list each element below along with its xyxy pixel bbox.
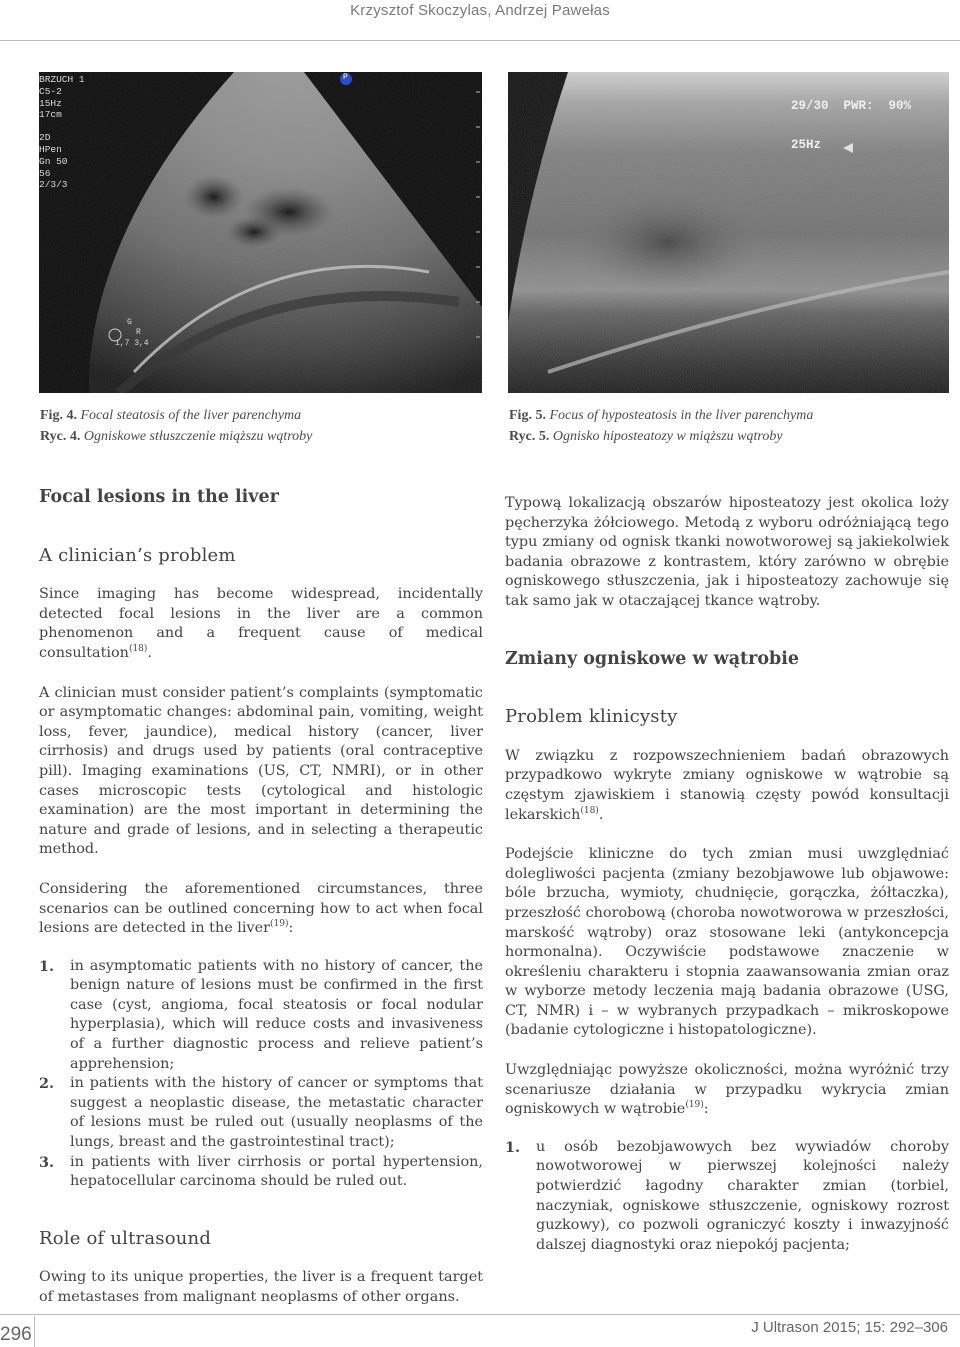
paragraph-text: Uwzględniając powyższe okoliczności, można wyróżnić trzy scenariusze działania w przypadku wykrycia zmian ogniskowych w wątrobie (505, 1062, 949, 1118)
overlay-r-label: R (136, 328, 141, 337)
section-heading: Zmiany ogniskowe w wątrobie (505, 648, 800, 669)
header-authors: Krzysztof Skoczylas, Andrzej Pawełas (350, 2, 610, 19)
list-item (39, 1153, 483, 1192)
paragraph-text: W związku z rozpowszechnieniem badań obrazowych przypadkowo wykryte zmiany ogniskowe w wątrobie są częstym zjawiskiem i stanowią częsty powód konsultacji lekarskich (505, 747, 949, 823)
list-number: 1. (39, 957, 55, 975)
paragraph: Typową lokalizacją obszarów hiposteatozy jest okolica loży pęcherzyka żółciowego. Metodą z wyboru odróżniającą tego typu zmiany od ognisk tkanki nowotworowej są jakiekolwiek badania obrazowe z kontrastem, który zarówno w obrębie ogniskowego stłuszczenia, jak i hiposteatozy zachowuje się tak samo jak w otaczającej tkance wątroby. (505, 495, 949, 609)
caption-text: Ognisko hiposteatozy w miąższu wątroby (552, 429, 783, 444)
caption-en (40, 405, 312, 426)
subsection-heading: Problem klinicysty (505, 706, 678, 728)
figure-4-ultrasound (39, 72, 482, 393)
caption-label: Fig. 5. (509, 408, 546, 423)
paragraph (505, 1061, 949, 1120)
paragraph: A clinician must consider patient’s complaints (symptomatic or asymptomatic changes: abdominal pain, vomiting, weight loss, fever, jaundice), medical history (cancer, liver cirrhosis) and drugs used by patients (oral contraceptive pill). Imaging examinations (US, CT, NMRI), or in other cases microscopic tests (cytological and histologic examination) are the most important in determining the nature and grade of lesions, and in selecting a therapeutic method. (39, 684, 483, 858)
list-number: 1. (505, 1138, 521, 1156)
overlay-line: 29/30 PWR: 90% (791, 99, 912, 113)
paragraph-text: Considering the aforementioned circumstances, three scenarios can be outlined concerning how to act when focal lesions are detected in the liver (39, 880, 483, 937)
caption-label: Ryc. 5. (509, 429, 550, 444)
list-item-text: u osób bezobjawowych bez wywiadów choroby nowotworowej w pierwszej kolejności należy potwierdzić łagodny charakter zmian (torbiel, naczyniak, ogniskowe stłuszczenie, ogniskowy rozrost guzkowy), co pozwoli ograniczyć koszty i inwazyjność dalszej diagnostyki oraz niepokój pacjenta; (536, 1138, 949, 1253)
overlay-p-badge: P (343, 73, 348, 82)
subsection-heading: A clinician’s problem (39, 544, 236, 566)
figure-4-ultrasound-image (39, 72, 482, 393)
figure-5-settings-overlay (791, 74, 911, 178)
overlay-line: 15Hz (39, 97, 62, 109)
list-number: 3. (39, 1153, 55, 1171)
paragraph: Podejście kliniczne do tych zmian musi uwzględniać dolegliwości pacjenta (zmiany bezobjawowe lub objawowe: bóle brzucha, wymioty, chudnięcie, gorączka, żółtaczka), przeszłość chorobową (choroba nowotworowa w przeszłości, marskość wątroby) oraz stosowane leki (antykoncepcja hormonalna). Oczywiście podstawowe znaczenie w określeniu charakteru i stopnia zaawansowania zmian oraz w wyborze metody leczenia mają badania obrazowe (USG, CT, NMR) i – w wybranych przypadkach – mikroskopowe (badanie cytologiczne i histopatologiczne). (505, 846, 949, 1039)
figure-5-ultrasound (508, 72, 949, 393)
list-item-text: in asymptomatic patients with no history of cancer, the benign nature of lesions must be confirmed in the first case (cyst, angioma, focal steatosis or focal nodular hyperplasia), which will reduce costs and invasiveness of a further diagnostic process and relieve patient’s apprehension; (70, 957, 483, 1072)
journal-citation: J Ultrason 2015; 15: 292–306 (751, 1319, 948, 1336)
citation: (18) (580, 805, 599, 816)
scenario-list (505, 1138, 949, 1256)
overlay-values: 1,7 3,4 (115, 339, 149, 348)
caption-en (509, 405, 813, 426)
running-header (0, 0, 960, 41)
list-item (39, 1074, 483, 1152)
citation: (18) (128, 644, 148, 655)
caption-pl (509, 426, 813, 447)
citation: (19) (685, 1100, 704, 1111)
list-item (39, 957, 483, 1075)
list-item-text: in patients with the history of cancer or symptoms that suggest a neoplastic disease, the metastatic character of lesions must be ruled out (usually neoplasms of the lungs, breast and the gastrointestinal tract); (70, 1075, 483, 1151)
scenario-list (39, 957, 483, 1192)
paragraph (39, 880, 483, 939)
overlay-line: HPen (39, 143, 62, 155)
paragraph-text: Since imaging has become widespread, incidentally detected focal lesions in the liver are a common phenomenon and a frequent cause of medical consultation (39, 586, 483, 661)
figure-5-caption (509, 405, 813, 447)
caption-label: Fig. 4. (40, 408, 77, 423)
overlay-line: 56 (39, 167, 51, 179)
overlay-line: 17cm (39, 109, 62, 121)
overlay-line: 2/3/3 (39, 179, 68, 191)
caption-label: Ryc. 4. (40, 429, 81, 444)
subsection-heading: Role of ultrasound (39, 1227, 212, 1249)
column-english (39, 488, 483, 1308)
overlay-line: 25Hz (791, 138, 822, 152)
overlay-g-label: G (127, 318, 132, 327)
column-polish (505, 494, 949, 1255)
paragraph: Owing to its unique properties, the liver is a frequent target of metastases from malignant neoplasms of other organs. (39, 1269, 483, 1305)
overlay-line: C5-2 (39, 85, 62, 97)
punctuation: : (703, 1101, 709, 1118)
caption-text: Focal steatosis of the liver parenchyma (80, 408, 302, 423)
overlay-line: 2D (39, 132, 51, 144)
paragraph: Since imaging has become widespread, incidentally detected focal lesions in the liver are a common phenomenon and a frequent cause of medical consultation$^{(18)}$. (39, 586, 483, 661)
overlay-line: BRZUCH 1 (39, 74, 85, 85)
footer-rule (0, 1314, 960, 1315)
list-item-text: in patients with liver cirrhosis or portal hypertension, hepatocellular carcinoma should be ruled out. (70, 1153, 483, 1190)
punctuation: . (598, 806, 604, 823)
caption-pl (40, 426, 312, 447)
figure-4-caption (40, 405, 312, 447)
punctuation: : (288, 920, 294, 937)
figure-4-settings-overlay (39, 74, 85, 191)
overlay-line: Gn 50 (39, 155, 68, 167)
caption-text: Focus of hyposteatosis in the liver parenchyma (549, 408, 814, 423)
section-heading: Focal lesions in the liver (39, 487, 279, 507)
list-item (505, 1138, 949, 1256)
list-number: 2. (39, 1075, 55, 1093)
caption-text: Ogniskowe stłuszczenie miąższu wątroby (83, 429, 313, 444)
citation: (19) (270, 919, 289, 930)
paragraph (505, 747, 949, 825)
page-number-divider (34, 1316, 35, 1347)
page-number: 296 (0, 1324, 32, 1345)
